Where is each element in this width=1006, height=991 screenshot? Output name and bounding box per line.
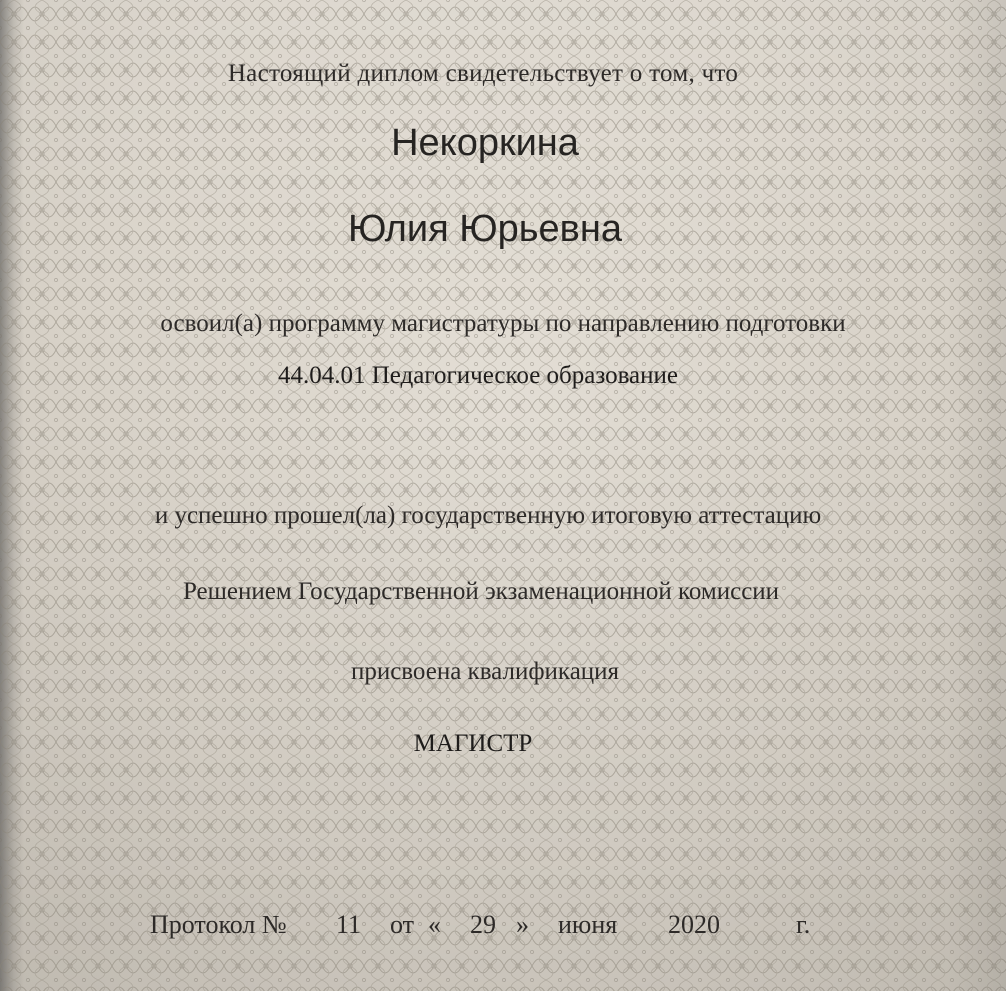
protocol-day: 29: [470, 910, 496, 939]
protocol-year: 2020: [668, 910, 720, 939]
protocol-number: 11: [336, 910, 362, 939]
protocol-year-suffix: г.: [796, 910, 811, 939]
qualification-title: МАГИСТР: [413, 730, 533, 757]
protocol-line: [0, 910, 1006, 950]
protocol-label: Протокол №: [150, 910, 287, 939]
protocol-open-quote: «: [428, 910, 441, 939]
protocol-month: июня: [558, 910, 618, 939]
attestation-text: и успешно прошел(ла) государственную итоговую аттестацию: [154, 502, 822, 529]
protocol-close-quote: »: [516, 910, 529, 939]
protocol-from: от: [390, 910, 415, 939]
holder-surname: Некоркина: [391, 122, 579, 164]
qualification-assigned-text: присвоена квалификация: [350, 658, 620, 685]
holder-given-names: Юлия Юрьевна: [348, 208, 622, 250]
program-text: освоил(а) программу магистратуры по направлению подготовки: [160, 310, 846, 337]
intro-text: Настоящий диплом свидетельствует о том, что: [227, 60, 739, 87]
commission-decision-text: Решением Государственной экзаменационной комиссии: [182, 578, 780, 605]
study-direction: 44.04.01 Педагогическое образование: [277, 362, 679, 389]
